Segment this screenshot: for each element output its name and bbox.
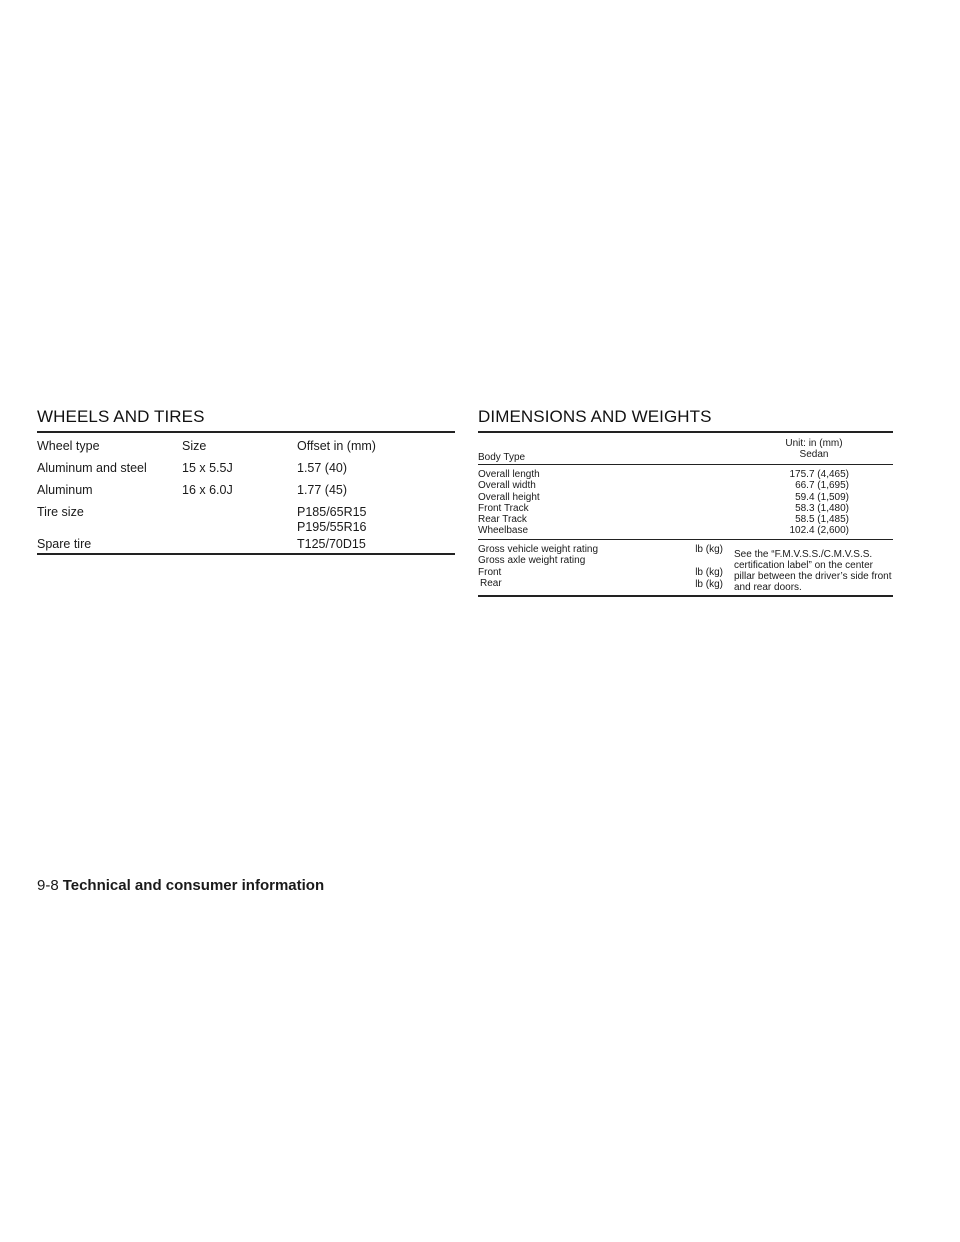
- column-header-size: Size: [182, 439, 207, 453]
- dimension-label: Front Track: [478, 502, 529, 514]
- dimension-label: Wheelbase: [478, 525, 529, 537]
- dimension-value: 175.7 (4,465): [789, 469, 849, 480]
- spare-tire-value: T125/70D15: [297, 537, 366, 551]
- wheel-size-cell: 15 x 5.5J: [182, 461, 233, 475]
- wheel-offset-cell: 1.57 (40): [297, 461, 348, 475]
- table-header-row: [37, 433, 455, 455]
- column-header-wheel-type: Wheel type: [37, 439, 100, 453]
- page-number: 9-8: [37, 877, 59, 894]
- dimension-value: 58.3 (1,480): [795, 502, 849, 514]
- gvwr-unit: lb (kg): [695, 543, 723, 555]
- dimension-label: Overall height: [478, 491, 540, 503]
- unit-header: [734, 438, 894, 460]
- table-row: [478, 480, 893, 491]
- dimensions-and-weights-heading: DIMENSIONS AND WEIGHTS: [478, 407, 712, 426]
- wheel-type-cell: Aluminum and steel: [37, 461, 147, 475]
- front-axle-label: Front: [478, 566, 502, 578]
- dimensions-group: [478, 465, 893, 540]
- dimension-label: Overall width: [478, 480, 536, 492]
- wheel-type-cell: Aluminum: [37, 483, 93, 497]
- certification-label-note: See the “F.M.V.S.S./C.M.V.S.S. certification label” on the center pillar between the driver’s side front and rear doors.: [734, 548, 892, 593]
- front-axle-unit: lb (kg): [695, 566, 723, 578]
- wheels-and-tires-heading: WHEELS AND TIRES: [37, 407, 205, 426]
- dimension-value: 102.4 (2,600): [789, 525, 849, 537]
- column-header-offset: Offset in (mm): [297, 439, 376, 453]
- spare-tire-row: [37, 531, 455, 553]
- table-header-row: [478, 433, 893, 465]
- chapter-title: Technical and consumer information: [62, 877, 325, 894]
- table-row: [37, 455, 455, 477]
- table-row: [478, 503, 893, 514]
- spare-tire-label: Spare tire: [37, 537, 92, 551]
- rear-axle-label: Rear: [480, 577, 502, 589]
- dimension-value: 58.5 (1,485): [795, 514, 849, 526]
- body-type-label: Body Type: [478, 452, 526, 463]
- table-row: [37, 477, 455, 499]
- column-header-sedan: Sedan: [799, 449, 829, 460]
- table-row: [478, 525, 893, 536]
- tire-size-value: P195/55R16: [297, 520, 367, 534]
- page-footer: [37, 877, 324, 894]
- dimension-value: 59.4 (1,509): [795, 491, 849, 503]
- tire-size-label: Tire size: [37, 505, 84, 519]
- table-row: [478, 514, 893, 525]
- table-row: [478, 469, 893, 480]
- tire-size-value: P185/65R15: [297, 505, 367, 519]
- gawr-label: Gross axle weight rating: [478, 554, 586, 566]
- gvwr-label: Gross vehicle weight rating: [478, 543, 599, 555]
- unit-label: Unit: in (mm): [785, 438, 843, 449]
- dimensions-and-weights-table: [478, 431, 893, 597]
- table-row: [478, 492, 893, 503]
- wheels-and-tires-table: [37, 431, 455, 555]
- rear-axle-unit: lb (kg): [695, 578, 723, 590]
- dimension-label: Overall length: [478, 469, 540, 480]
- weights-group: [478, 540, 893, 595]
- tire-size-row: [37, 499, 455, 534]
- dimension-value: 66.7 (1,695): [795, 480, 849, 492]
- wheel-size-cell: 16 x 6.0J: [182, 483, 233, 497]
- dimension-label: Rear Track: [478, 514, 527, 526]
- wheel-offset-cell: 1.77 (45): [297, 483, 348, 497]
